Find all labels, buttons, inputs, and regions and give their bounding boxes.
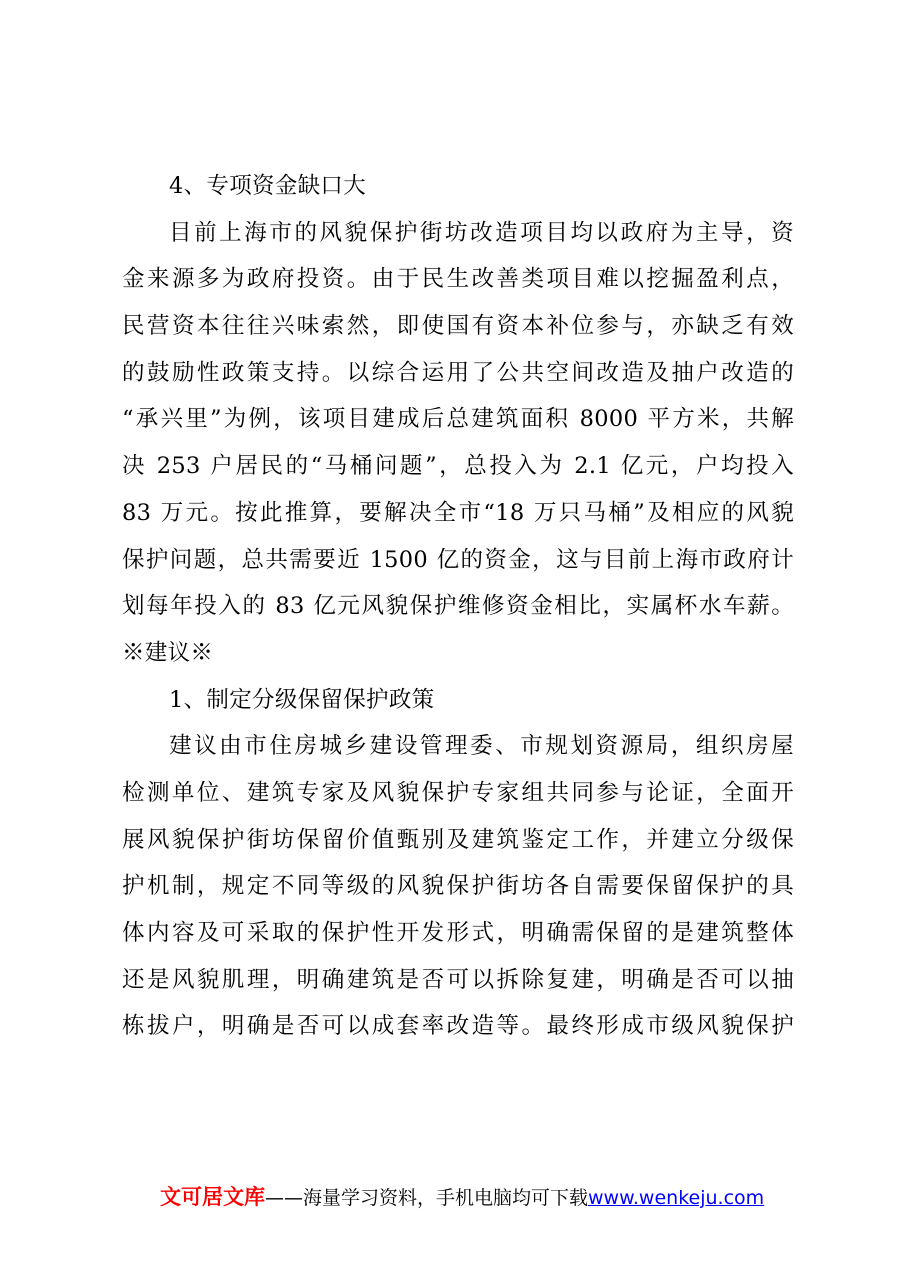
- footer-website-link[interactable]: www.wenkeju.com: [588, 1187, 765, 1209]
- paragraph-line: 保护问题，总共需要近 1500 亿的资金，这与目前上海市政府计: [122, 546, 794, 573]
- footer-description: 海量学习资料，手机电脑均可下载: [303, 1187, 589, 1209]
- paragraph-line: 民营资本往往兴味索然，即使国有资本补位参与，亦缺乏有效: [122, 313, 794, 340]
- paragraph-line: 的鼓励性政策支持。以综合运用了公共空间改造及抽户改造的: [122, 359, 794, 386]
- document-body: [122, 163, 794, 1050]
- paragraph-line: 决 253 户居民的“马桶问题”，总投入为 2.1 亿元，户均投入: [122, 453, 794, 480]
- paragraph-line: 划每年投入的 83 亿元风貌保护维修资金相比，实属杯水车薪。: [122, 593, 794, 620]
- paragraph-line: 体内容及可采取的保护性开发形式，明确需保留的是建筑整体: [122, 920, 794, 946]
- footer-dash: ——: [265, 1187, 303, 1209]
- section-heading-suggestions: ※建议※: [122, 639, 214, 666]
- paragraph-line: 栋拔户，明确是否可以成套率改造等。最终形成市级风貌保护: [122, 1013, 794, 1040]
- paragraph-line: 83 万元。按此推算，要解决全市“18 万只马桶”及相应的风貌: [122, 499, 794, 526]
- paragraph-line: 护机制，规定不同等级的风貌保护街坊各自需要保留保护的具: [122, 873, 794, 900]
- section-heading-grading-policy: 1、制定分级保留保护政策: [169, 686, 435, 713]
- paragraph-line: 检测单位、建筑专家及风貌保护专家组共同参与论证，全面开: [122, 779, 794, 806]
- section-heading-funding-gap: 4、专项资金缺口大: [169, 173, 367, 199]
- footer-banner: [160, 1182, 764, 1212]
- paragraph-line: 建议由市住房城乡建设管理委、市规划资源局，组织房屋: [169, 733, 794, 760]
- footer-brand-name: 文可居文库: [160, 1185, 265, 1209]
- paragraph-line: 目前上海市的风貌保护街坊改造项目均以政府为主导，资: [169, 219, 794, 246]
- paragraph-line: 还是风貌肌理，明确建筑是否可以拆除复建，明确是否可以抽: [122, 966, 794, 993]
- paragraph-line: 展风貌保护街坊保留价值甄别及建筑鉴定工作，并建立分级保: [122, 826, 794, 853]
- paragraph-line: “承兴里”为例，该项目建成后总建筑面积 8000 平方米，共解: [122, 406, 794, 433]
- paragraph-line: 金来源多为政府投资。由于民生改善类项目难以挖掘盈利点，: [122, 266, 794, 293]
